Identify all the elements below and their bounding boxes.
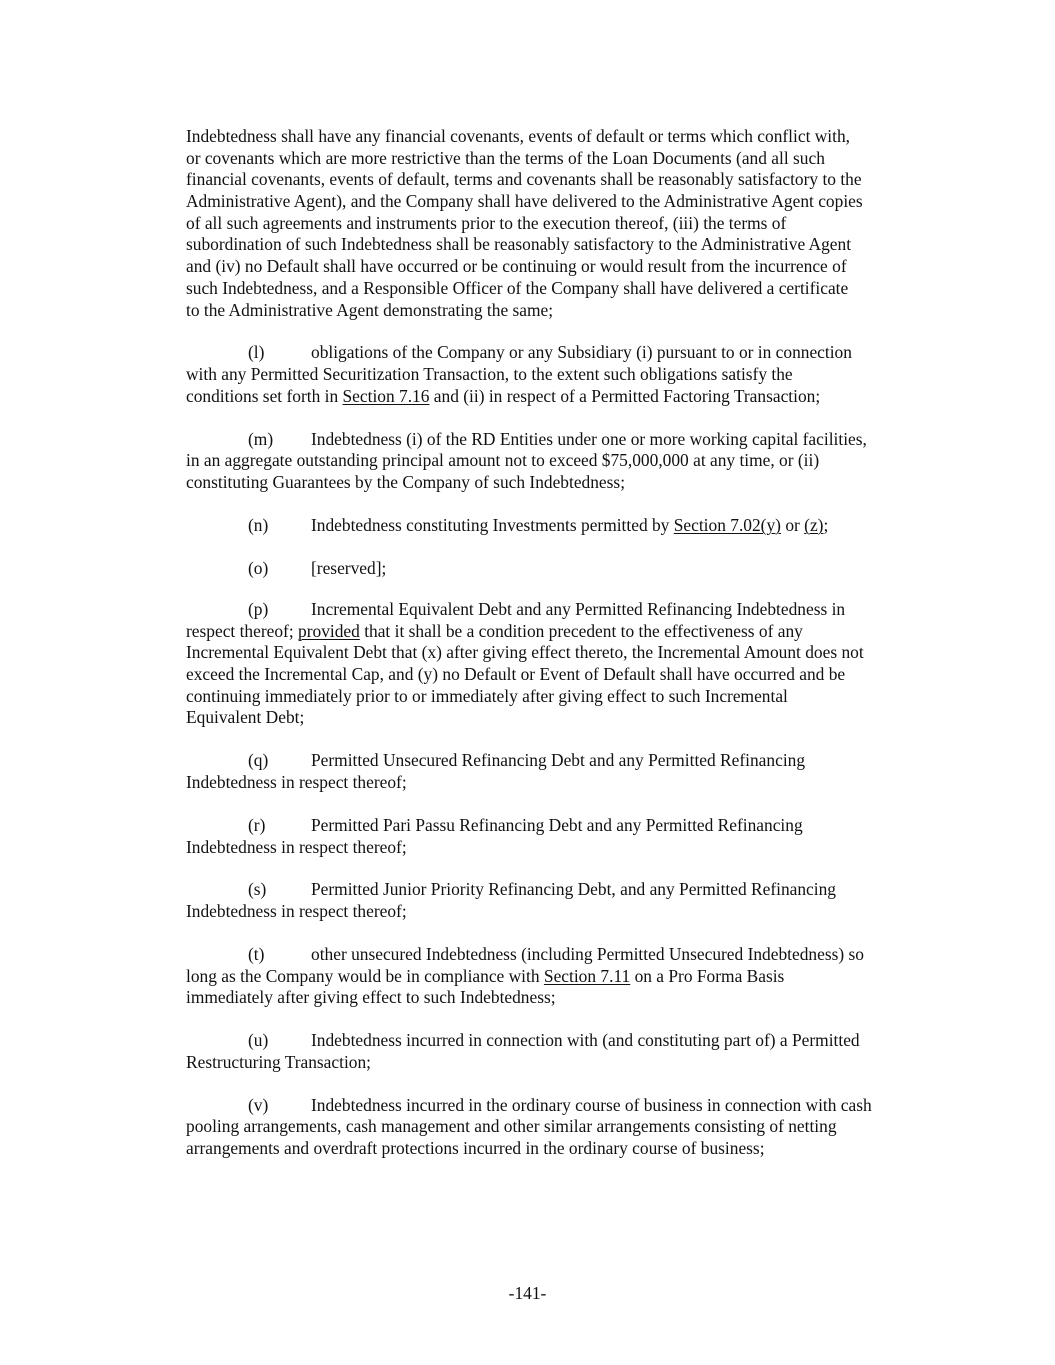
intro-paragraph bbox=[186, 126, 946, 321]
text-line: constituting Guarantees by the Company of such Indebtedness; bbox=[186, 472, 626, 492]
clause-n bbox=[186, 515, 946, 537]
text-line: of all such agreements and instruments prior to the execution thereof, (iii) the terms of bbox=[186, 212, 787, 233]
clause-text: respect thereof; bbox=[186, 620, 299, 641]
text-line: immediately after giving effect to such Indebtedness; bbox=[186, 987, 556, 1008]
clause-v bbox=[186, 1095, 946, 1160]
page-number: -141- bbox=[508, 1283, 547, 1303]
provided-link[interactable]: provided bbox=[298, 620, 360, 641]
document-body bbox=[186, 126, 946, 1160]
clause-text: Permitted Pari Passu Refinancing Debt and any Permitted Refinancing bbox=[311, 814, 803, 835]
clause-text: or bbox=[780, 514, 805, 535]
section-7-02-y-link[interactable]: Section 7.02(y) bbox=[673, 514, 781, 535]
text-line: to the Administrative Agent demonstrating the same; bbox=[186, 299, 554, 320]
clause-text: on a Pro Forma Basis bbox=[630, 965, 785, 986]
clause-label: (o) bbox=[248, 557, 269, 578]
text-line: exceed the Incremental Cap, and (y) no Default or Event of Default shall have occurred and be bbox=[186, 664, 846, 684]
clause-text: that it shall be a condition precedent to the effectiveness of any bbox=[359, 620, 803, 641]
clause-text: Indebtedness incurred in connection with (and constituting part of) a Permitted bbox=[311, 1030, 860, 1051]
text-line: and (iv) no Default shall have occurred or be continuing or would result from the incurrence of bbox=[186, 256, 847, 277]
clause-p bbox=[186, 599, 946, 729]
clause-text: Indebtedness constituting Investments permitted by bbox=[311, 514, 674, 535]
clause-label: (t) bbox=[248, 943, 265, 964]
clause-r bbox=[186, 815, 946, 858]
clause-label: (n) bbox=[248, 514, 269, 535]
clause-label: (r) bbox=[248, 814, 266, 835]
text-line: Restructuring Transaction; bbox=[186, 1051, 372, 1072]
clause-q bbox=[186, 750, 946, 793]
clause-text: long as the Company would be in compliance with bbox=[186, 965, 544, 986]
clause-text: conditions set forth in bbox=[186, 385, 343, 406]
text-line: arrangements and overdraft protections incurred in the ordinary course of business; bbox=[186, 1138, 765, 1159]
text-line: Indebtedness shall have any financial covenants, events of default or terms which conflict with, bbox=[186, 126, 851, 146]
text-line: pooling arrangements, cash management and other similar arrangements consisting of netting bbox=[186, 1116, 837, 1137]
text-line: Administrative Agent), and the Company shall have delivered to the Administrative Agent copies bbox=[186, 191, 863, 212]
clause-label: (v) bbox=[248, 1094, 269, 1115]
clause-o bbox=[186, 558, 946, 580]
text-line: continuing immediately prior to or immediately after giving effect to such Incremental bbox=[186, 685, 788, 706]
clause-label: (u) bbox=[248, 1030, 269, 1051]
text-line: Indebtedness in respect thereof; bbox=[186, 901, 407, 922]
text-line: such Indebtedness, and a Responsible Officer of the Company shall have delivered a certificate bbox=[186, 277, 849, 298]
clause-label: (m) bbox=[248, 428, 274, 449]
text-line: in an aggregate outstanding principal amount not to exceed $75,000,000 at any time, or (ii) bbox=[186, 450, 820, 471]
clause-text: [reserved]; bbox=[311, 557, 387, 578]
clause-s bbox=[186, 879, 946, 922]
clause-text: and (ii) in respect of a Permitted Factoring Transaction; bbox=[429, 385, 821, 406]
clause-m bbox=[186, 429, 946, 494]
clause-t bbox=[186, 944, 946, 1009]
clause-label: (s) bbox=[248, 879, 267, 900]
clause-l bbox=[186, 342, 946, 407]
clause-text: obligations of the Company or any Subsidiary (i) pursuant to or in connection bbox=[311, 342, 852, 363]
text-line: subordination of such Indebtedness shall be reasonably satisfactory to the Administrative Agent bbox=[186, 234, 852, 255]
clause-label: (p) bbox=[248, 598, 269, 619]
clause-label: (l) bbox=[248, 342, 265, 363]
clause-text: Indebtedness (i) of the RD Entities under one or more working capital facilities, bbox=[311, 428, 867, 449]
text-line: with any Permitted Securitization Transaction, to the extent such obligations satisfy the bbox=[186, 364, 793, 385]
clause-label: (q) bbox=[248, 750, 269, 771]
text-line: or covenants which are more restrictive than the terms of the Loan Documents (and all such bbox=[186, 147, 825, 168]
clause-text: other unsecured Indebtedness (including Permitted Unsecured Indebtedness) so bbox=[311, 943, 864, 964]
text-line: Indebtedness in respect thereof; bbox=[186, 771, 407, 792]
clause-text: Indebtedness incurred in the ordinary course of business in connection with cash bbox=[311, 1094, 872, 1115]
text-line: Incremental Equivalent Debt that (x) after giving effect thereto, the Incremental Amount does not bbox=[186, 642, 864, 663]
clause-u bbox=[186, 1030, 946, 1073]
text-line: Equivalent Debt; bbox=[186, 707, 305, 728]
clause-text: ; bbox=[823, 514, 829, 535]
clause-text: Incremental Equivalent Debt and any Permitted Refinancing Indebtedness in bbox=[311, 598, 846, 619]
section-7-11-link[interactable]: Section 7.11 bbox=[543, 965, 631, 986]
clause-text: Permitted Unsecured Refinancing Debt and any Permitted Refinancing bbox=[311, 750, 806, 771]
section-7-02-z-link[interactable]: (z) bbox=[804, 514, 824, 535]
section-7-16-link[interactable]: Section 7.16 bbox=[342, 385, 430, 406]
text-line: Indebtedness in respect thereof; bbox=[186, 836, 407, 857]
clause-text: Permitted Junior Priority Refinancing Debt, and any Permitted Refinancing bbox=[311, 879, 836, 900]
text-line: financial covenants, events of default, terms and covenants shall be reasonably satisfactory to the bbox=[186, 169, 862, 190]
